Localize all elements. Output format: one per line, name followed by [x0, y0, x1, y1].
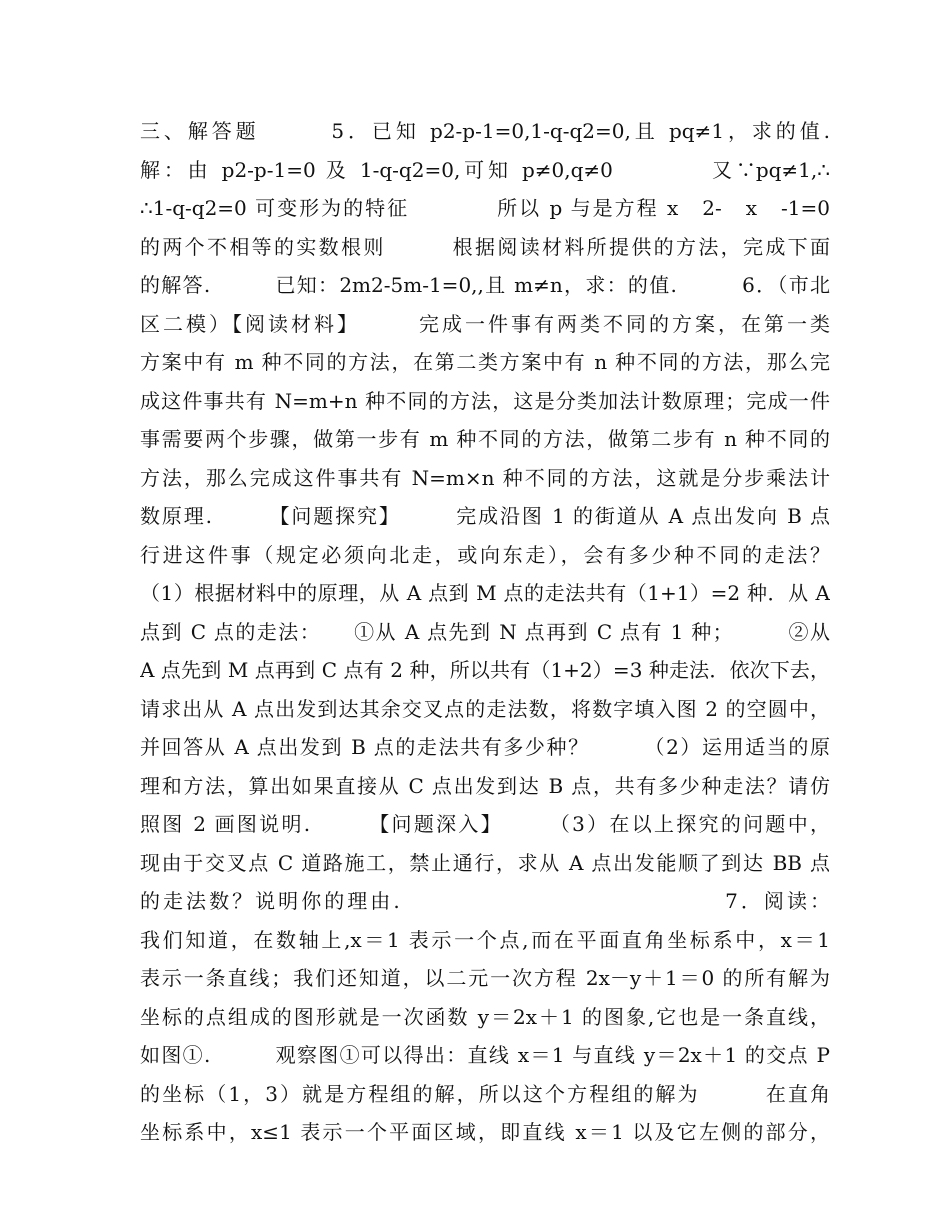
text-line: 理和方法，算出如果直接从 C 点出发到达 B 点，共有多少种走法？请仿 [140, 773, 830, 798]
body-text [140, 112, 830, 1152]
text-line: 的解答. 已知：2m2-5m-1=0,,且 m≠n，求：的值. 6．（市北 [140, 273, 830, 297]
text-line: A 点先到 M 点再到 C 点有 2 种，所以共有（1+2）=3 种走法．依次下去， [140, 658, 830, 682]
text-line: 方法，那么完成这件事共有 N=m×n 种不同的方法，这就是分步乘法计 [140, 465, 830, 490]
text-line: （1）根据材料中的原理，从 A 点到 M 点的走法共有（1+1）=2 种．从 A [140, 581, 830, 605]
text-line: 的坐标（1，3）就是方程组的解，所以这个方程组的解为 在直角 [140, 1081, 830, 1106]
text-line: 数原理. 【问题探究】 完成沿图 1 的街道从 A 点出发向 B 点 [140, 504, 830, 528]
text-line: ∴1-q-q2=0 可变形为的特征 所以 p 与是方程 x 2- x -1=0 [140, 196, 830, 220]
text-line: 的走法数？说明你的理由. 7．阅读： [140, 889, 830, 913]
text-line: 现由于交叉点 C 道路施工，禁止通行，求从 A 点出发能顺了到达 BB 点 [140, 850, 830, 875]
text-line: 方案中有 m 种不同的方法，在第二类方案中有 n 种不同的方法，那么完 [140, 350, 830, 374]
text-line: 请求出从 A 点出发到达其余交叉点的走法数，将数字填入图 2 的空圆中， [140, 696, 830, 721]
text-line: 我们知道，在数轴上,x＝1 表示一个点,而在平面直角坐标系中，x＝1 [140, 927, 830, 952]
text-line: 点到 C 点的走法： ①从 A 点先到 N 点再到 C 点有 1 种； ②从 [140, 619, 830, 644]
text-line: 区二模）【阅读材料】 完成一件事有两类不同的方案，在第一类 [140, 311, 830, 336]
text-line: 解：由 p2-p-1=0 及 1-q-q2=0,可知 p≠0,q≠0 又∵pq≠1,∴ [140, 157, 830, 182]
text-line: 成这件事共有 N=m+n 种不同的方法，这是分类加法计数原理；完成一件 [140, 388, 830, 413]
text-line: 照图 2 画图说明. 【问题深入】 （3）在以上探究的问题中， [140, 812, 830, 836]
text-line: 表示一条直线；我们还知道，以二元一次方程 2x－y＋1＝0 的所有解为 [140, 966, 830, 990]
text-line: 事需要两个步骤，做第一步有 m 种不同的方法，做第二步有 n 种不同的 [140, 427, 830, 451]
text-line: 坐标系中，x≤1 表示一个平面区域，即直线 x＝1 以及它左侧的部分， [140, 1120, 830, 1144]
text-line: 三、解答题 5．已知 p2-p-1=0,1-q-q2=0,且 pq≠1，求的值. [140, 119, 830, 143]
text-line: 并回答从 A 点出发到 B 点的走法共有多少种？ （2）运用适当的原 [140, 735, 830, 759]
text-line: 如图①. 观察图①可以得出：直线 x＝1 与直线 y＝2x＋1 的交点 P [140, 1043, 830, 1067]
text-line: 的两个不相等的实数根则 根据阅读材料所提供的方法，完成下面 [140, 234, 830, 259]
text-line: 坐标的点组成的图形就是一次函数 y＝2x＋1 的图象,它也是一条直线， [140, 1004, 830, 1029]
text-line: 行进这件事（规定必须向北走，或向东走），会有多少种不同的走法？ [140, 542, 830, 567]
